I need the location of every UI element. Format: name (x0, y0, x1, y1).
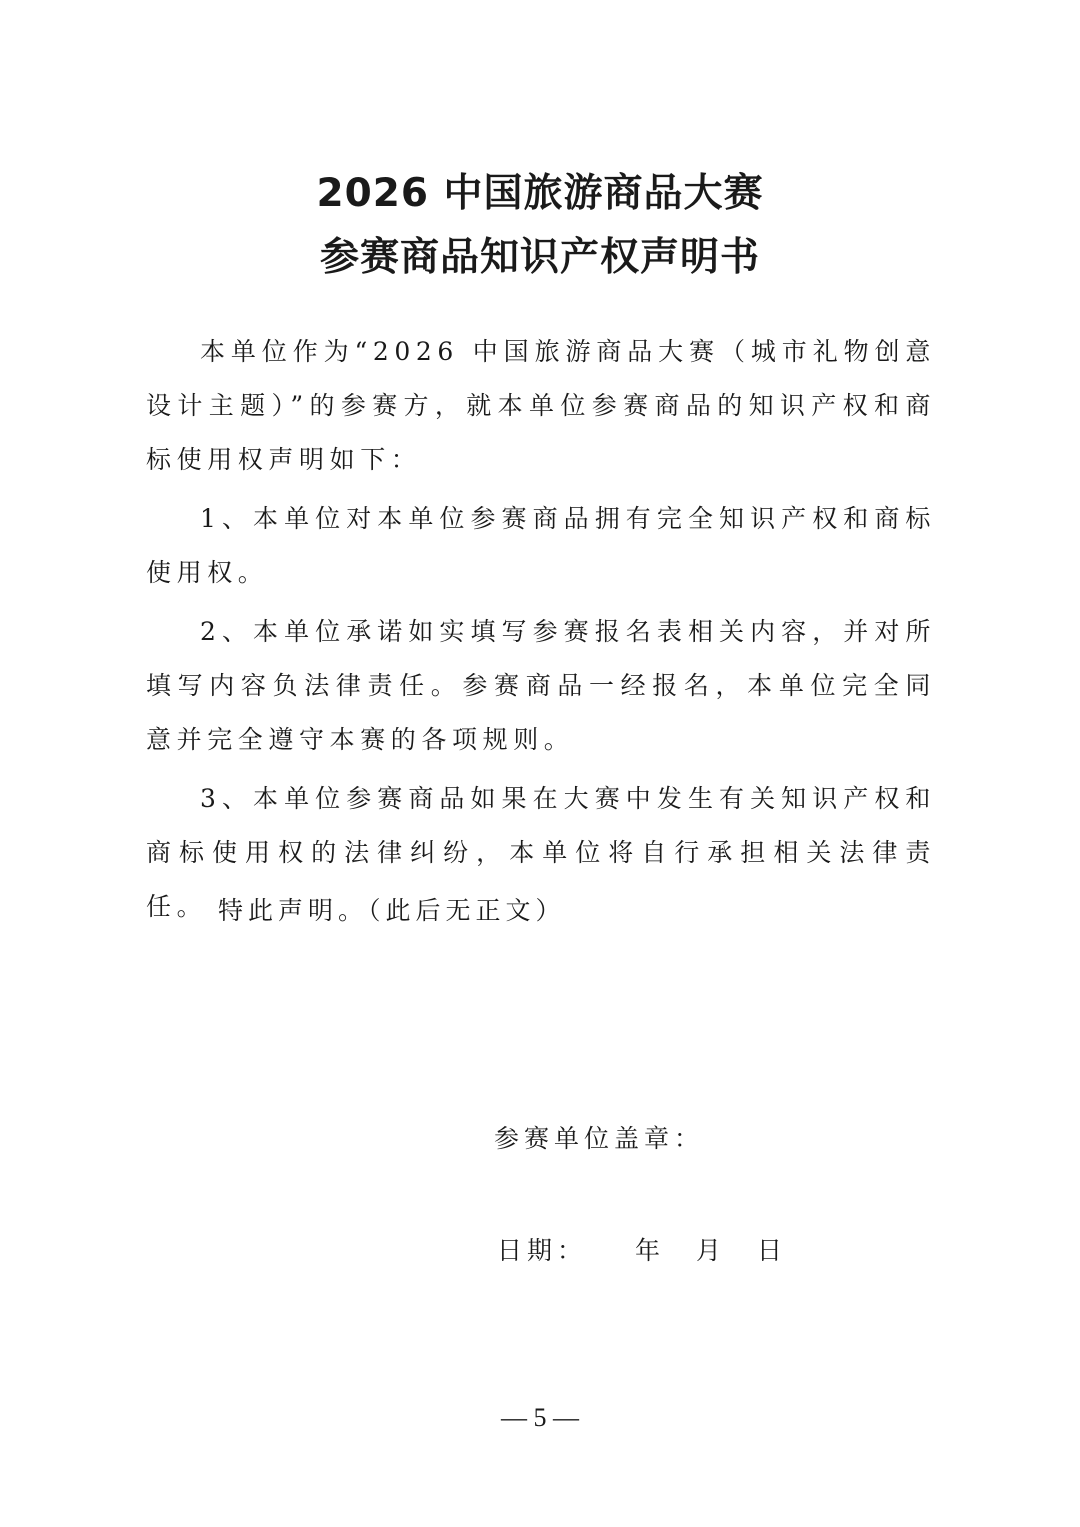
seal-label: 参赛单位盖章： (494, 1124, 705, 1153)
date-line (497, 1224, 782, 1278)
date-month: 月 (696, 1236, 722, 1265)
date-day: 日 (757, 1236, 783, 1265)
date-label: 日期： (497, 1236, 588, 1265)
document-title-line2: 参赛商品知识产权声明书 (319, 235, 760, 280)
page-number: — 5 — (501, 1403, 579, 1432)
date-year: 年 (635, 1236, 661, 1265)
clause-1: 1、本单位对本单位参赛商品拥有完全知识产权和商标使用权。 (146, 504, 936, 587)
clause-2: 2、本单位承诺如实填写参赛报名表相关内容，并对所填写内容负法律责任。参赛商品一经报名，本单位完全同意并完全遵守本赛的各项规则。 (146, 617, 936, 754)
clause-3: 3、本单位参赛商品如果在大赛中发生有关知识产权和商标使用权的法律纠纷，本单位将自行承担相关法律责任。 (146, 784, 936, 921)
intro-paragraph: 本单位作为“2026 中国旅游商品大赛（城市礼物创意设计主题）”的参赛方，就本单位参赛商品的知识产权和商标使用权声明如下： (146, 337, 936, 474)
closing-statement: 特此声明。（此后无正文） (218, 896, 566, 925)
document-title-line1: 2026 中国旅游商品大赛 (316, 171, 764, 216)
